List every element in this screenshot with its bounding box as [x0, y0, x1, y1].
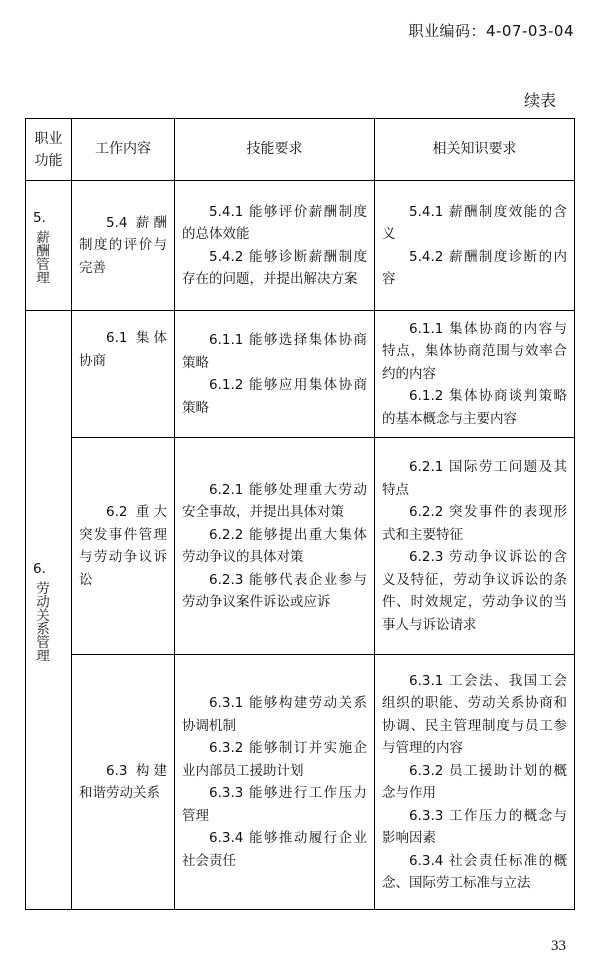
knowledge-item: 6.2.1 国际劳工问题及其特点 — [382, 459, 567, 498]
knowledge-item: 6.2.3 劳动争议诉讼的含义及特征，劳动争议诉讼的条件、时效规定，劳动争议的当事人与诉讼请求 — [382, 549, 567, 633]
skill-cell — [175, 181, 375, 311]
knowledge-item: 5.4.2 薪酬制度诊断的内容 — [382, 248, 567, 287]
header-skill: 技能要求 — [175, 119, 375, 181]
function-number: 6. — [33, 561, 46, 578]
skill-cell — [175, 655, 375, 910]
work-content: 5.4 薪酬制度的评价与完善 — [79, 214, 167, 276]
continued-label: 续表 — [523, 91, 556, 110]
skill-cell — [175, 311, 375, 438]
knowledge-item: 6.3.3 工作压力的概念与影响因素 — [382, 807, 567, 846]
occupation-code: 职业编码：4-07-03-04 — [408, 22, 574, 40]
knowledge-cell — [375, 655, 575, 910]
header-function: 职业功能 — [26, 119, 72, 181]
skill-requirements-table — [25, 118, 575, 910]
skill-item: 6.2.3 能够代表企业参与劳动争议案件诉讼或应诉 — [182, 571, 367, 610]
skill-item: 5.4.1 能够评价薪酬制度的总体效能 — [182, 203, 367, 242]
skill-item: 6.3.1 能够构建劳动关系协调机制 — [182, 695, 367, 734]
work-content-cell — [72, 311, 175, 438]
function-name: 劳动关系管理 — [33, 580, 49, 662]
function-cell-labor — [26, 311, 72, 910]
function-number: 5. — [33, 210, 46, 227]
work-content-cell — [72, 181, 175, 311]
work-content-cell — [72, 438, 175, 655]
knowledge-item: 6.2.2 突发事件的表现形式和主要特征 — [382, 504, 567, 543]
table-row — [26, 311, 575, 438]
function-cell-salary — [26, 181, 72, 311]
knowledge-item: 6.1.1 集体协商的内容与特点，集体协商范围与效率合约的内容 — [382, 320, 567, 382]
work-content: 6.1 集体协商 — [79, 330, 167, 369]
knowledge-item: 6.1.2 集体协商谈判策略的基本概念与主要内容 — [382, 388, 567, 427]
skill-cell — [175, 438, 375, 655]
skill-item: 6.3.4 能够推动履行企业社会责任 — [182, 830, 367, 869]
skill-item: 6.1.2 能够应用集体协商策略 — [182, 377, 367, 416]
table-row — [26, 655, 575, 910]
skill-item: 6.3.2 能够制订并实施企业内部员工援助计划 — [182, 740, 367, 779]
knowledge-cell — [375, 181, 575, 311]
work-content: 6.2 重大突发事件管理与劳动争议诉讼 — [79, 504, 167, 588]
knowledge-item: 6.3.2 员工援助计划的概念与作用 — [382, 762, 567, 801]
knowledge-cell — [375, 311, 575, 438]
page-number: 33 — [551, 938, 566, 954]
work-content: 6.3 构建和谐劳动关系 — [79, 762, 167, 801]
knowledge-item: 5.4.1 薪酬制度效能的含义 — [382, 203, 567, 242]
table-row — [26, 181, 575, 311]
skill-item: 6.2.1 能够处理重大劳动安全事故，并提出具体对策 — [182, 481, 367, 520]
knowledge-item: 6.3.1 工会法、我国工会组织的职能、劳动关系协商和协调、民主管理制度与员工参与管理的内容 — [382, 672, 567, 756]
skill-item: 5.4.2 能够诊断薪酬制度存在的问题，并提出解决方案 — [182, 248, 367, 287]
header-work: 工作内容 — [72, 119, 175, 181]
knowledge-item: 6.3.4 社会责任标准的概念、国际劳工标准与立法 — [382, 852, 567, 891]
work-content-cell — [72, 655, 175, 910]
skill-item: 6.2.2 能够提出重大集体劳动争议的具体对策 — [182, 526, 367, 565]
header-knowledge: 相关知识要求 — [375, 119, 575, 181]
knowledge-cell — [375, 438, 575, 655]
skill-item: 6.3.3 能够进行工作压力管理 — [182, 785, 367, 824]
skill-item: 6.1.1 能够选择集体协商策略 — [182, 332, 367, 371]
table-header-row — [26, 119, 575, 181]
table-row — [26, 438, 575, 655]
function-name: 薪酬管理 — [33, 229, 49, 284]
